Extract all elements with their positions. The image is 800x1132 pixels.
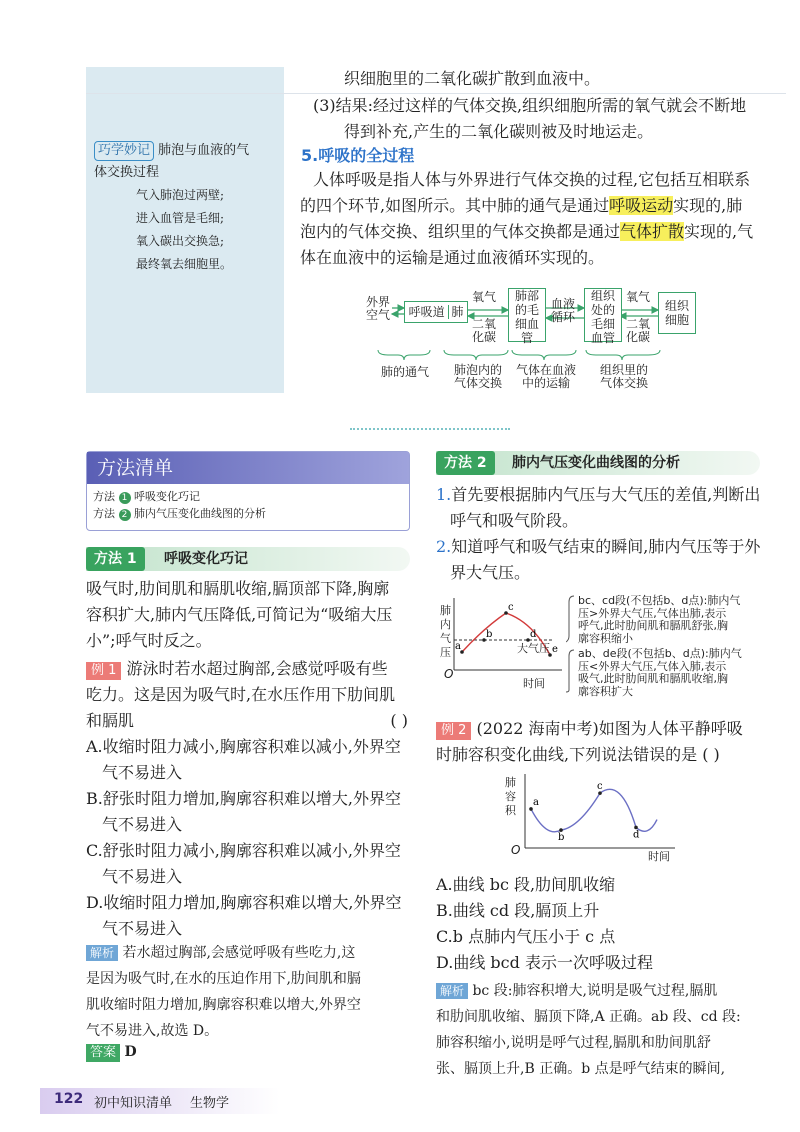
lung-capillary-box: 肺部 的毛 细血 管: [508, 288, 546, 342]
example-2: 例 2 (2022 海南中考)如图为人体平静呼吸 时肺容积变化曲线,下列说法错误的是 ( ): [436, 719, 743, 764]
option-d: D.曲线 bcd 表示一次呼吸过程: [436, 953, 653, 972]
point-label-b: b: [558, 832, 565, 844]
note-brackets: [566, 594, 576, 694]
blood-circulation-label: 血液 循环: [551, 297, 576, 324]
method-1-body: 吸气时,肋间肌和膈肌收缩,膈顶部下降,胸廓 容积扩大,肺内气压降低,可简记为“吸缩大压 小”;呼气时反之。: [86, 579, 393, 650]
tip-line: 最终氧去细胞里。: [136, 257, 233, 271]
method-item: 方法 2 肺内气压变化曲线图的分析: [93, 507, 266, 520]
stage-label: 气体在血液 中的运输: [515, 363, 576, 390]
pressure-chart-ylabel: 肺内气压: [440, 604, 451, 659]
tissue-cell-box: 组织 细胞: [658, 292, 696, 334]
book-title: 初中知识清单: [94, 1096, 173, 1111]
result-line-2: 得到补充,产生的二氧化碳则被及时地运走。: [344, 122, 654, 141]
analysis-2: 解析 bc 段:肺容积增大,说明是吸气过程,膈肌 和肋间肌收缩、膈顶下降,A 正确。ab 段、cd 段: 肺容积缩小,说明是呼气过程,膈肌和肋间肌舒 张、膈顶上升,B 正确。b 点是呼气结束的瞬间,: [436, 983, 741, 1077]
example-2-tag: 例 2: [436, 722, 471, 740]
answer-tag: 答案: [86, 1044, 120, 1062]
tissue-capillary-box: 组织 处的 毛细 血管: [584, 288, 622, 342]
answer-1: 答案 D: [86, 1044, 137, 1062]
point-label-b: b: [486, 629, 493, 640]
o2-label-1: 氧气: [472, 290, 497, 304]
option-a: A.曲线 bc 段,肋间肌收缩: [436, 875, 616, 894]
continued-text: 织细胞里的二氧化碳扩散到血液中。: [344, 69, 601, 88]
stage-label: 肺的通气: [380, 365, 429, 379]
point-label-c: c: [508, 602, 514, 613]
volume-chart-origin: O: [511, 843, 521, 857]
subject: 生物学: [190, 1096, 230, 1111]
point-label-e: e: [552, 644, 558, 655]
method-1-header: [86, 547, 410, 571]
highlight-gas-diffusion: 气体扩散: [620, 222, 685, 241]
respiration-flow-diagram: [360, 288, 700, 398]
volume-chart-ylabel: 肺容积: [505, 776, 516, 817]
sec5-p2: 的四个环节,如图所示。其中肺的通气是通过呼吸运动实现的,肺: [300, 196, 743, 215]
tip-line: 进入血管是毛细;: [136, 211, 225, 225]
analysis-tag: 解析: [436, 983, 468, 999]
option-d: D.收缩时阻力增加,胸廓容积难以增大,外界空 气不易进入: [86, 893, 402, 938]
method-2-tag: 方法 2: [436, 451, 495, 475]
option-c: C.b 点肺内气压小于 c 点: [436, 927, 616, 946]
option-a: A.收缩时阻力减小,胸廓容积难以减小,外界空 气不易进入: [86, 737, 401, 782]
answer-paren: ( ): [390, 711, 408, 730]
point-label-d: d: [530, 629, 537, 640]
sec5-p4: 体在血液中的运输是通过血液循环实现的。: [300, 248, 605, 267]
point-label-c: c: [597, 781, 603, 793]
result-line-1: (3)结果:经过这样的气体交换,组织细胞所需的氧气就会不断地: [313, 96, 747, 115]
exhale-note: bc、cd段(不包括b、d点):肺内气 压>外界大气压,气体出肺,表示 呼气,此时肋间肌和膈肌舒张,胸 廓容积缩小: [578, 594, 741, 645]
example-1-tag: 例 1: [86, 662, 121, 680]
methods-list-box: [86, 451, 410, 531]
stage-label: 肺泡内的 气体交换: [453, 363, 502, 390]
pressure-chart-xlabel: 时间: [523, 677, 545, 690]
analysis-1: 解析 若水超过胸部,会感觉呼吸有些吃力,这 是因为吸气时,在水的压迫作用下,肋间肌和膈 肌收缩时阻力增加,胸廓容积难以增大,外界空 气不易进入,故选 D。: [86, 945, 361, 1039]
airway-lung-box: 呼吸道 肺: [404, 301, 468, 323]
option-c: C.舒张时阻力减小,胸廓容积难以减小,外界空 气不易进入: [86, 841, 401, 886]
point-label-d: d: [633, 829, 640, 841]
tip-title-b: 体交换过程: [94, 165, 160, 180]
page-footer: [40, 1088, 280, 1114]
method-item: 方法 1 呼吸变化巧记: [93, 490, 200, 503]
section-separator: [350, 428, 510, 430]
point-label-a: a: [533, 796, 539, 808]
volume-curve: [531, 789, 657, 831]
page-number: 122: [54, 1091, 84, 1107]
stage-label: 组织里的 气体交换: [599, 363, 648, 390]
point-label-a: a: [455, 641, 461, 652]
method-2-steps: 1.首先要根据肺内气压与大气压的差值,判断出 呼气和吸气阶段。 2.知道呼气和吸气结束的瞬间,肺内气压等于外 界大气压。: [436, 485, 761, 582]
memory-tip: [88, 140, 284, 276]
method-1-title: 呼吸变化巧记: [164, 551, 248, 567]
co2-label-2: 二氧 化碳: [626, 317, 651, 344]
volume-chart-xlabel: 时间: [648, 850, 670, 863]
method-2-title: 肺内气压变化曲线图的分析: [512, 455, 680, 471]
tip-line: 气入肺泡过两壁;: [136, 188, 225, 202]
sec5-p3: 泡内的气体交换、组织里的气体交换都是通过气体扩散实现的,气: [300, 222, 754, 241]
method-2-header: [436, 451, 760, 475]
methods-list-title: 方法清单: [87, 452, 409, 484]
sec5-p1: 人体呼吸是指人体与外界进行气体交换的过程,它包括互相联系: [313, 170, 751, 189]
analysis-tag: 解析: [86, 945, 118, 961]
answer-paren-2: ( ): [702, 745, 720, 764]
outside-air: 外界 空气: [366, 295, 391, 322]
pressure-chart: [436, 592, 571, 692]
option-b: B.舒张时阻力增加,胸廓容积难以增大,外界空 气不易进入: [86, 789, 402, 834]
tip-line: 氧入碳出交换急;: [136, 234, 225, 248]
pressure-chart-origin: O: [444, 667, 454, 681]
option-b: B.曲线 cd 段,膈顶上升: [436, 901, 600, 920]
section-5-heading: 5.呼吸的全过程: [301, 146, 415, 165]
tip-title-a: 肺泡与血液的气: [158, 143, 250, 158]
highlight-breathing-movement: 呼吸运动: [609, 196, 674, 215]
tip-tag: 巧学妙记: [94, 141, 154, 161]
example-2-options: [436, 872, 766, 976]
inhale-note: ab、de段(不包括b、d点):肺内气 压<外界大气压,气体入肺,表示 吸气,此时肋间肌和膈肌收缩,胸 廓容积扩大: [578, 647, 742, 698]
o2-label-2: 氧气: [626, 290, 651, 304]
co2-label-1: 二氧 化碳: [472, 317, 497, 344]
example-1: 例 1 游泳时若水超过胸部,会感觉呼吸有些 吃力。这是因为吸气时,在水压作用下肋间肌 和膈肌 ( ) A.收缩时阻力减小,胸廓容积难以减小,外界空 气不易进入 B.舒张时阻力增加,胸廓容积难以增大,外界空 气不易进入 C.舒张时阻力减小,胸廓容积难以减小,外界空 气不易进入 D.收缩时阻力增加,胸廓容积难以增大,外界空 气不易进入: [86, 656, 416, 942]
pressure-chart-ref-label: 大气压: [517, 642, 550, 655]
method-1-tag: 方法 1: [86, 547, 145, 571]
